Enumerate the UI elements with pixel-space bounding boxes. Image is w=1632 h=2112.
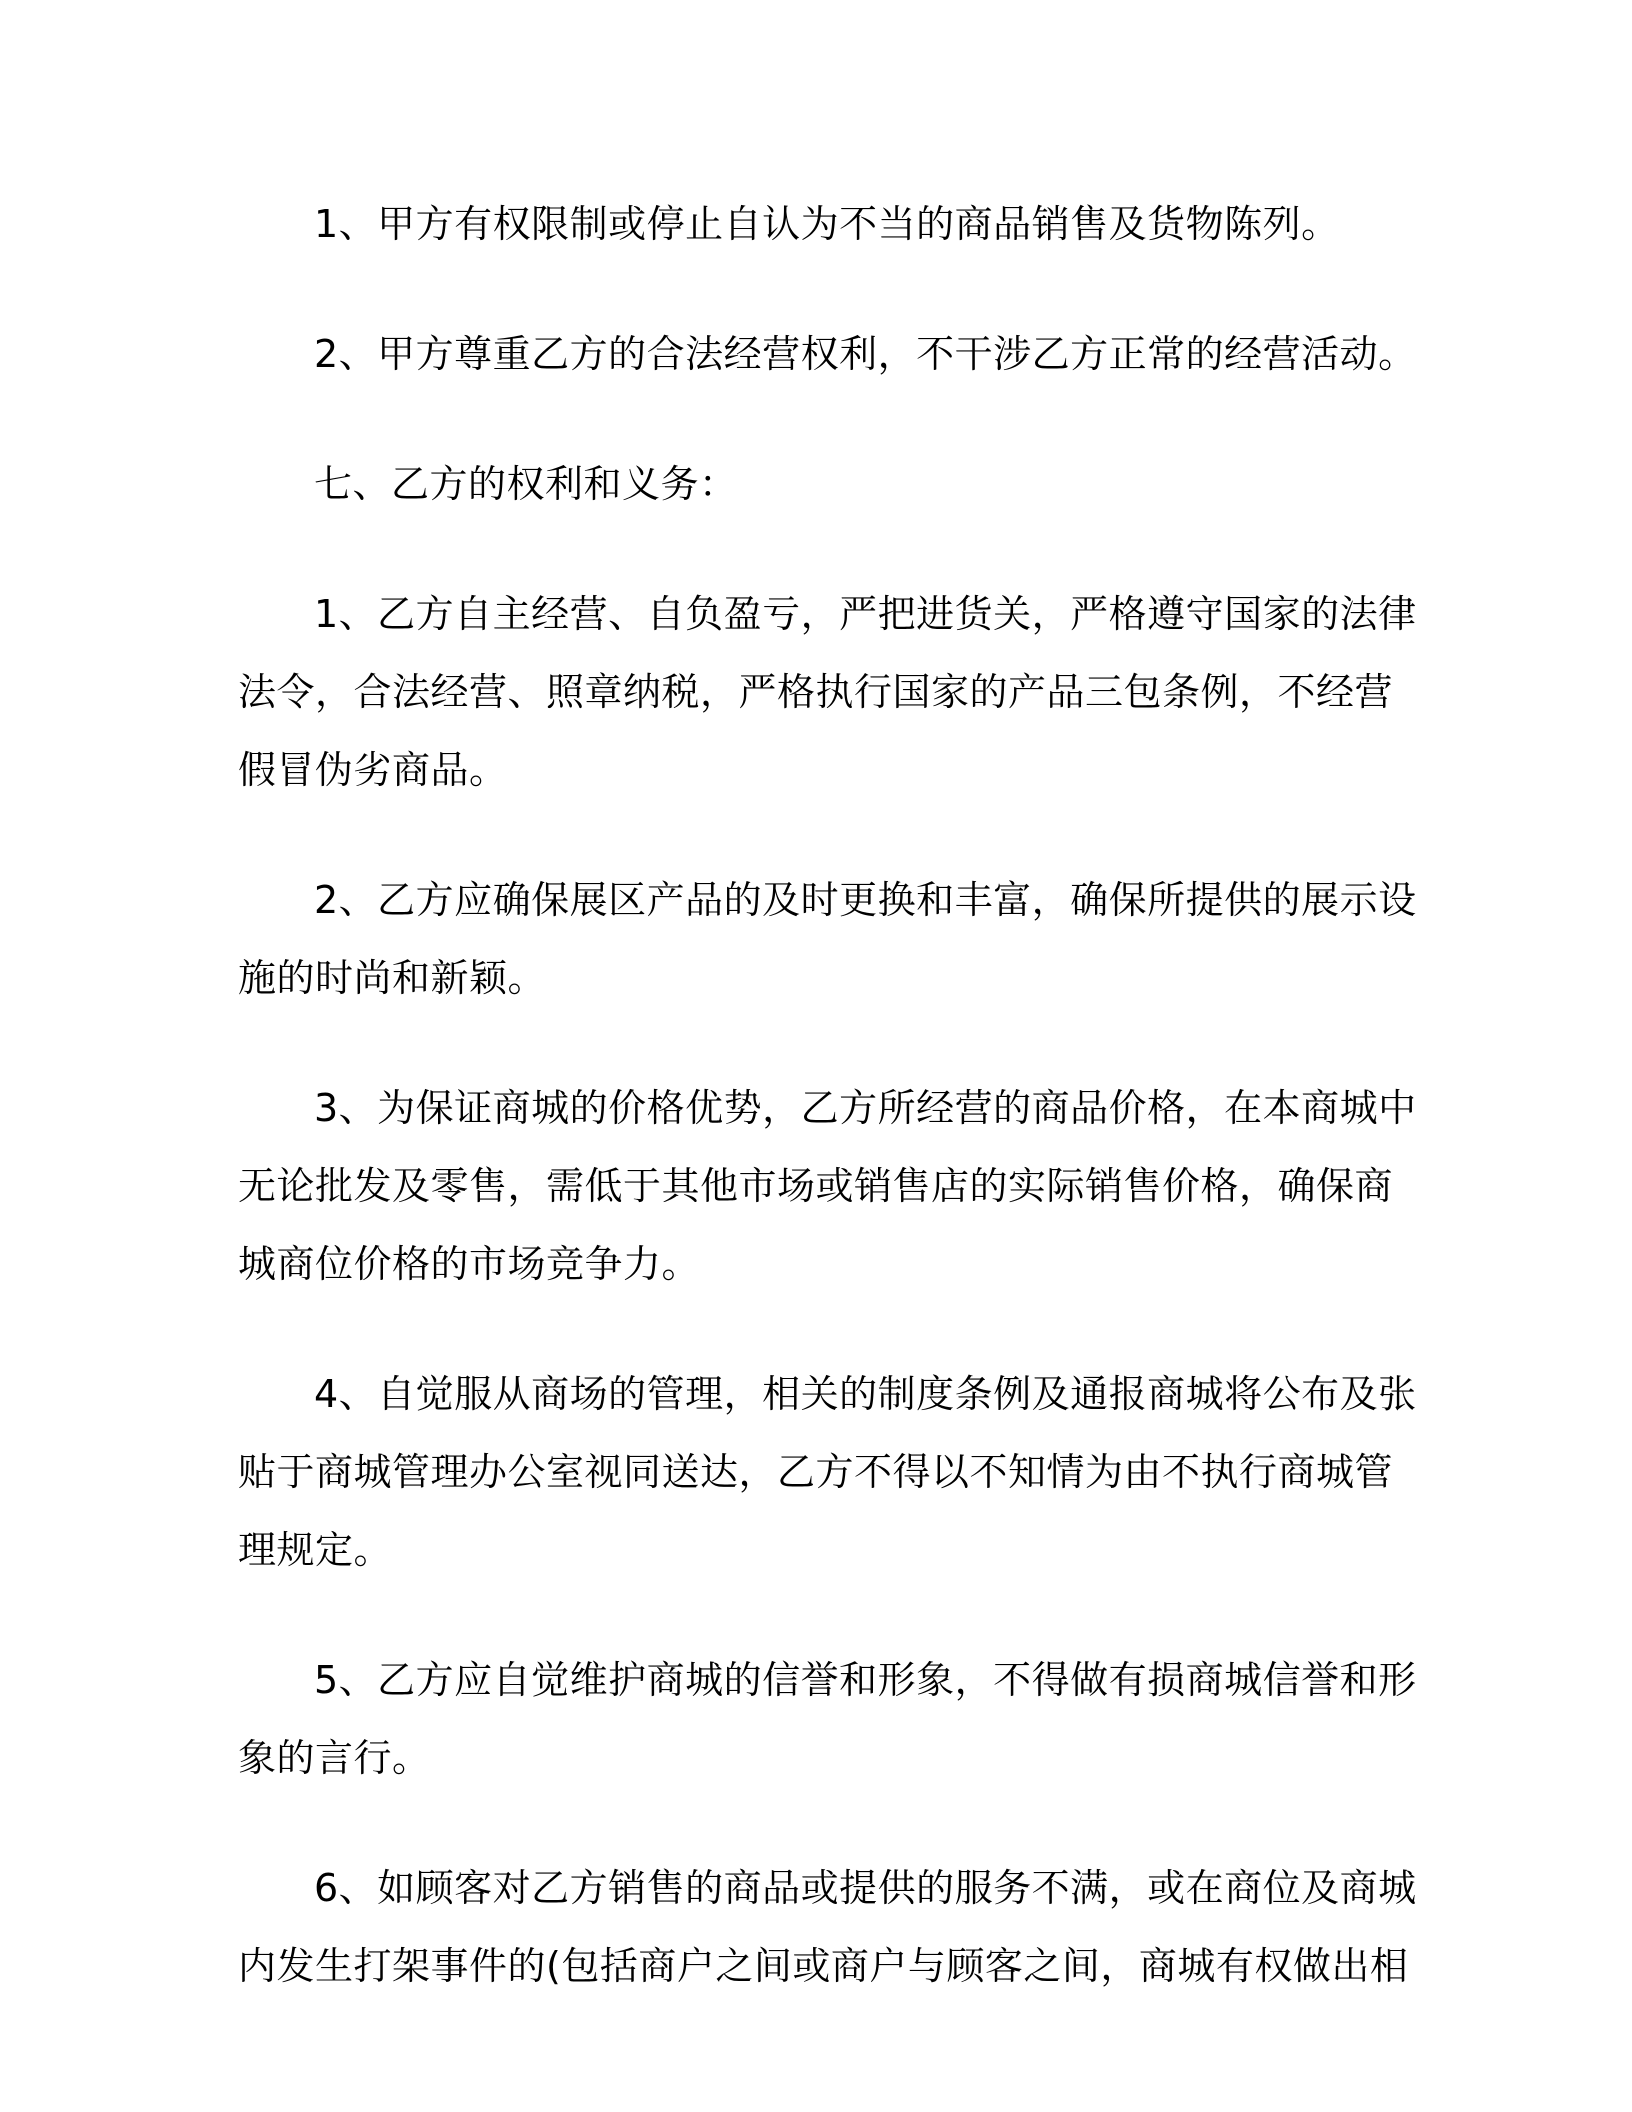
text-line: 4、自觉服从商场的管理，相关的制度条例及通报商城将公布及张 [314, 1372, 1417, 1416]
text-line: 象的言行。 [238, 1736, 431, 1780]
section-heading [238, 445, 1378, 523]
text-line: 2、甲方尊重乙方的合法经营权利，不干涉乙方正常的经营活动。 [314, 332, 1417, 376]
text-line: 内发生打架事件的(包括商户之间或商户与顾客之间，商城有权做出相 [238, 1944, 1409, 1988]
clause-paragraph [238, 861, 1417, 1017]
text-line: 3、为保证商城的价格优势，乙方所经营的商品价格，在本商城中 [314, 1086, 1417, 1130]
text-line: 1、乙方自主经营、自负盈亏，严把进货关，严格遵守国家的法律 [314, 592, 1417, 636]
clause-paragraph [238, 1069, 1417, 1303]
clause-paragraph [238, 1355, 1417, 1589]
text-line: 6、如顾客对乙方销售的商品或提供的服务不满，或在商位及商城 [314, 1866, 1417, 1910]
clause-paragraph [238, 1849, 1417, 2005]
text-line: 无论批发及零售，需低于其他市场或销售店的实际销售价格，确保商 [238, 1164, 1394, 1208]
text-line: 假冒伪劣商品。 [238, 748, 508, 792]
text-line: 2、乙方应确保展区产品的及时更换和丰富，确保所提供的展示设 [314, 878, 1417, 922]
clause-paragraph [238, 185, 1378, 263]
text-line: 施的时尚和新颖。 [238, 956, 547, 1000]
clause-paragraph [238, 575, 1417, 809]
text-line: 5、乙方应自觉维护商城的信誉和形象，不得做有损商城信誉和形 [314, 1658, 1417, 1702]
text-line: 七、乙方的权利和义务： [314, 462, 738, 506]
text-line: 理规定。 [238, 1528, 393, 1572]
text-line: 城商位价格的市场竞争力。 [238, 1242, 701, 1286]
clause-paragraph [238, 1641, 1417, 1797]
text-line: 贴于商城管理办公室视同送达，乙方不得以不知情为由不执行商城管 [238, 1450, 1394, 1494]
document-body [238, 185, 1417, 2057]
clause-paragraph [238, 315, 1417, 393]
text-line: 法令，合法经营、照章纳税，严格执行国家的产品三包条例，不经营 [238, 670, 1394, 714]
text-line: 1、甲方有权限制或停止自认为不当的商品销售及货物陈列。 [314, 202, 1340, 246]
